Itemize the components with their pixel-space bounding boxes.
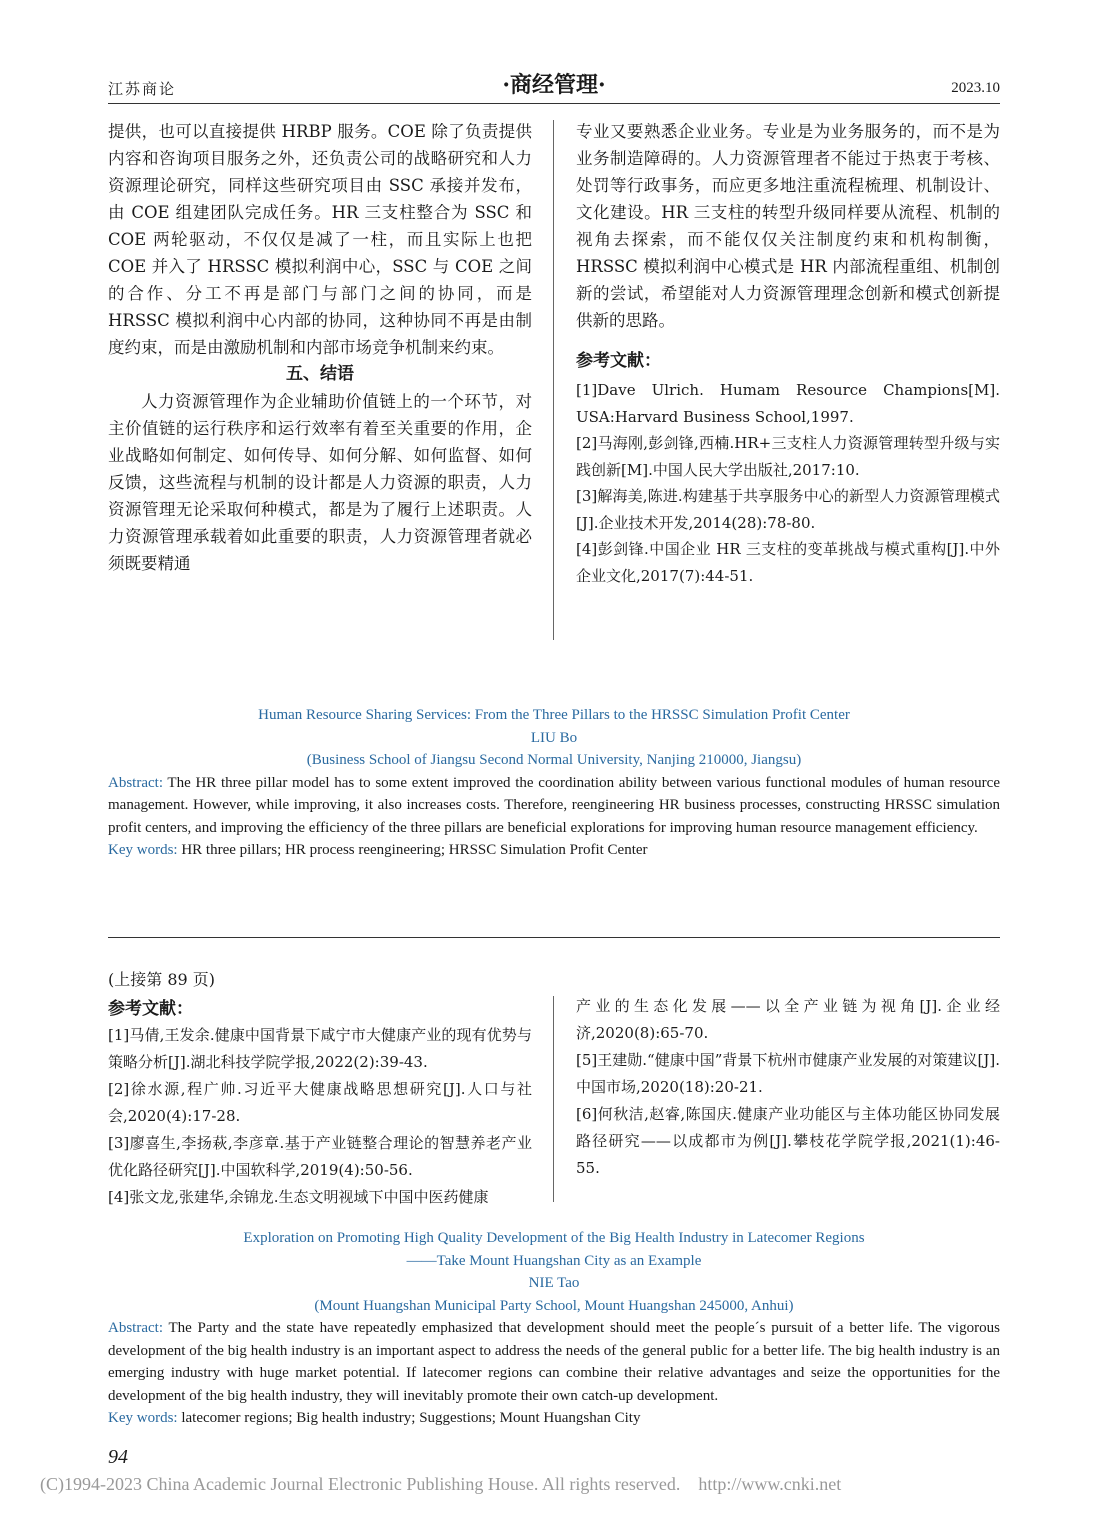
english-author: LIU Bo	[530, 729, 578, 746]
page-number: 94	[108, 1446, 128, 1468]
keywords-label: Key words:	[108, 842, 178, 858]
reference-item: [1]马倩,王发余.健康中国背景下咸宁市大健康产业的现有优势与策略分析[J].湖北科技学院学报,2022(2):39-43.	[108, 1026, 532, 1071]
reference-item: [2]马海刚,彭剑锋,西楠.HR+三支柱人力资源管理转型升级与实践创新[M].中国人民大学出版社,2017:10.	[576, 434, 1000, 479]
section-name: ·商经管理·	[502, 72, 606, 98]
copyright-footer: (C)1994-2023 China Academic Journal Electronic Publishing House. All rights reserved. http://www.cnki.net	[40, 1474, 842, 1494]
english-keywords	[108, 1407, 1000, 1430]
article2-english-block	[108, 1227, 1000, 1430]
reference-item: [4]彭剑锋.中国企业 HR 三支柱的变革挑战与模式重构[J].中外企业文化,2017(7):44-51.	[576, 540, 1000, 585]
article2-left-refs	[108, 1022, 532, 1211]
english-title: Human Resource Sharing Services: From the Three Pillars to the HRSSC Simulation Profit Center	[258, 707, 850, 723]
continued-note: (上接第 89 页)	[108, 970, 216, 989]
reference-item: [6]何秋洁,赵睿,陈国庆.健康产业功能区与主体功能区协同发展路径研究——以成都市为例[J].攀枝花学院学报,2021(1):46-55.	[576, 1105, 1000, 1177]
english-keywords	[108, 839, 1000, 862]
references-list	[576, 377, 1000, 589]
article1-left-column	[108, 118, 532, 577]
reference-item: [5]王建勋.“健康中国”背景下杭州市健康产业发展的对策建议[J].中国市场,2020(18):20-21.	[576, 1051, 1000, 1096]
english-abstract	[108, 772, 1000, 840]
reference-item: [3]解海美,陈进.构建基于共享服务中心的新型人力资源管理模式[J].企业技术开发,2014(28):78-80.	[576, 487, 1000, 532]
column-divider	[553, 120, 554, 640]
english-affiliation: (Business School of Jiangsu Second Normal University, Nanjing 210000, Jiangsu)	[306, 752, 802, 768]
section-heading: 五、结语	[286, 364, 354, 384]
conclusion-paragraph-cont: 专业又要熟悉企业业务。专业是为业务服务的，而不是为业务制造障碍的。人力资源管理者不能过于热衷于考核、处罚等行政事务，而应更多地注重流程梳理、机制设计、文化建设。HR 三支柱的转型升级同样要从流程、机制的视角去探索，而不能仅仅关注制度约束和机构制衡，HRSSC 模拟利润中心模式是 HR 内部流程重组、机制创新的尝试，希望能对人力资源管理理念创新和模式创新提供新的思路。	[576, 122, 1000, 330]
article2-right-refs	[576, 993, 1000, 1182]
article-separator-rule	[108, 937, 1000, 938]
article1-english-block	[108, 704, 1000, 862]
issue-date: 2023.10	[951, 80, 1000, 96]
references-heading-2: 参考文献：	[108, 999, 193, 1019]
reference-item: 产业的生态化发展——以全产业链为视角[J].企业经济,2020(8):65-70.	[576, 997, 1000, 1042]
keywords-label: Key words:	[108, 1410, 178, 1426]
reference-item: [4]张文龙,张建华,余锦龙.生态文明视域下中国中医药健康	[108, 1188, 489, 1206]
abstract-text: The HR three pillar model has to some extent improved the coordination ability between various functional modules of human resource management. However, while improving, it also increases costs. Therefore, reengineering HR business processes, constructing HRSSC simulation profit centers, and improving the efficiency of the three pillars are beneficial explorations for improving human resource management efficiency.	[108, 774, 1000, 836]
english-author: NIE Tao	[528, 1275, 580, 1291]
journal-name: 江苏商论	[108, 80, 177, 98]
english-title: Exploration on Promoting High Quality Development of the Big Health Industry in Latecomer Regions	[243, 1230, 865, 1246]
abstract-label: Abstract:	[108, 1320, 163, 1336]
abstract-text: The Party and the state have repeatedly emphasized that development should meet the people´s pursuit of a better life. The vigorous development of the big health industry is an important aspect to address the needs of the general public for a better life. The big health industry is an emerging industry with huge market potential. If latecomer regions can combine their relative advantages and seize the opportunities for the development of the big health industry, they will inevitably promote their own catch-up development.	[108, 1320, 1000, 1404]
reference-item: [3]廖喜生,李扬萩,李彦章.基于产业链整合理论的智慧养老产业优化路径研究[J].中国软科学,2019(4):50-56.	[108, 1134, 532, 1179]
header-rule	[108, 103, 1000, 104]
reference-item: [2]徐水源,程广帅.习近平大健康战略思想研究[J].人口与社会,2020(4):17-28.	[108, 1080, 532, 1125]
english-affiliation: (Mount Huangshan Municipal Party School, Mount Huangshan 245000, Anhui)	[314, 1297, 794, 1314]
abstract-label: Abstract:	[108, 774, 163, 791]
english-subtitle: ——Take Mount Huangshan City as an Example	[406, 1252, 702, 1269]
conclusion-paragraph: 人力资源管理作为企业辅助价值链上的一个环节，对主价值链的运行秩序和运行效率有着至关重要的作用，企业战略如何制定、如何传导、如何分解、如何监督、如何反馈，这些流程与机制的设计都是人力资源的职责，人力资源管理无论采取何种模式，都是为了履行上述职责。人力资源管理承载着如此重要的职责，人力资源管理者就必须既要精通	[108, 392, 532, 573]
keywords-text: latecomer regions; Big health industry; Suggestions; Mount Huangshan City	[177, 1410, 641, 1426]
article1-right-column	[576, 118, 1000, 589]
english-abstract	[108, 1317, 1000, 1407]
reference-item: [1]Dave Ulrich. Humam Resource Champions[M]. USA:Harvard Business School,1997.	[576, 381, 1000, 426]
column-divider-2	[553, 996, 554, 1202]
keywords-text: HR three pillars; HR process reengineering; HRSSC Simulation Profit Center	[177, 842, 648, 858]
body-paragraph: 提供，也可以直接提供 HRBP 服务。COE 除了负责提供内容和咨询项目服务之外，还负责公司的战略研究和人力资源理论研究，同样这些研究项目由 SSC 承接并发布，由 COE 组建团队完成任务。HR 三支柱整合为 SSC 和 COE 两轮驱动，不仅仅是减了一柱，而且实际上也把 COE 并入了 HRSSC 模拟利润中心，SSC 与 COE 之间的合作、分工不再是部门与部门之间的协同，而是 HRSSC 模拟利润中心内部的协同，这种协同不再是由制度约束，而是由激励机制和内部市场竞争机制来约束。	[108, 122, 532, 357]
references-heading: 参考文献：	[576, 351, 661, 371]
